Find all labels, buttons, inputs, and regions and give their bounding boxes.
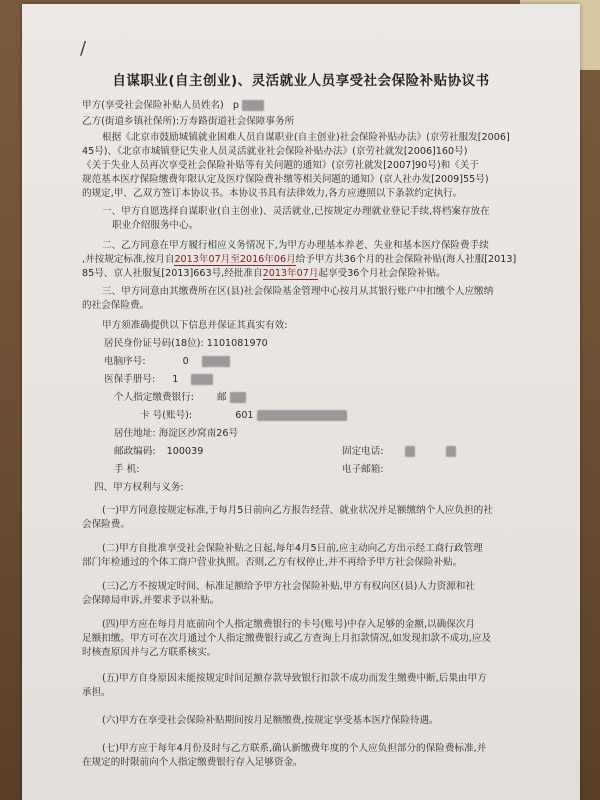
computer-number-label: 电脑序号: [104,356,146,367]
party-a-label: 甲方(享受社会保险补贴人员姓名) [82,100,224,111]
card-number-field [140,409,347,423]
bank-label: 个人指定缴费银行: [114,392,194,403]
bank-redacted [230,392,246,403]
document-title: 自谋职业(自主创业)、灵活就业人员享受社会保险补贴协议书 [112,73,490,89]
agreement-document [22,4,580,800]
intro-line: 规范基本医疗保险缴费年限认定及医疗保险费补缴等相关问题的通知》(京人社办发[2009]55号) [82,174,489,185]
clause-4-4-line: (四)甲方应在每月月底前向个人指定缴费银行的卡号(账号)中存入足够的金额,以确保次月 [102,619,475,630]
clause-4-1-line: 会保险费。 [82,519,130,530]
clause-4-5-line: 承担。 [82,687,111,698]
medical-handbook-field [104,373,213,387]
id-number-field [104,337,268,351]
section-4-heading: 四、甲方权利与义务: [94,482,184,493]
zip-code-value: 100039 [166,446,204,457]
medical-handbook-value: 1 [172,374,179,385]
landline-redacted [405,446,415,457]
bank-value: 邮 [217,392,227,403]
info-intro: 甲方须准确提供以下信息并保证其真实有效: [102,320,288,331]
clause-2-line: 二、乙方同意在甲方履行相应义务情况下,为甲方办理基本养老、失业和基本医疗保险费手续 [102,240,489,251]
landline-field [342,445,456,459]
subsidy-period: 2013年07月至2016年06月 [174,254,296,265]
zip-code-field [114,445,203,459]
medical-handbook-redacted [191,374,213,385]
clause-1-line: 一、甲方自愿选择自谋职业(自主创业)、灵活就业,已按规定办理就业登记手续,将档案存放在 [102,206,490,217]
intro-line: 《关于失业人员再次享受社会保险补贴等有关问题的通知》(京劳社就发[2007]90号)和《关于 [82,160,479,171]
id-number-value: 1101081970 [206,338,268,349]
clause-4-4-line: 足额扣缴。甲方可在次月通过个人指定缴费银行或乙方查询上月扣款情况,如发现扣款不成功,应及 [82,633,492,644]
zip-code-label: 邮政编码: [114,446,156,457]
handwritten-mark: / [80,38,87,59]
clause-2-text: 85号、京人社服复[2013]663号,经批准自 [82,268,263,279]
clause-4-5-line: (五)甲方自身原因未能按规定时间足额存款导致银行扣款不成功而发生缴费中断,后果由甲方 [102,673,487,684]
card-number-value: 601 [235,410,254,421]
clause-4-7-line: (七)甲方应于每年4月份及时与乙方联系,确认新缴费年度的个人应负担部分的保险费标准,并 [102,743,487,754]
intro-line: 的规定,甲、乙双方签订本协议书。本协议书具有法律效力,各方应遵照以下条款约定执行。 [82,188,463,199]
clause-2-line [82,253,516,267]
party-a-name-mark: p [232,100,239,111]
computer-number-value: 0 [182,356,189,367]
clause-4-3-line: 会保障局申诉,并要求予以补贴。 [82,595,220,606]
clause-4-4-line: 时核查原因并与乙方联系核实。 [82,647,217,658]
clause-4-2-line: 部门年检通过的个体工商户营业执照。否则,乙方有权停止,并不再给予甲方社会保险补贴。 [82,557,463,568]
landline-label: 固定电话: [342,446,384,457]
clause-4-1-line: (一)甲方同意按规定标准,于每月5日前向乙方报告经营、就业状况并足额缴纳个人应负担的社 [102,505,493,516]
intro-line: 45号)、《北京市城镇登记失业人员灵活就业社会保险补贴办法》(京劳社就发[2006]160号) [82,146,468,157]
bank-field [114,391,246,405]
party-b-line: 乙方(街道乡镇社保所):万寿路街道社会保障事务所 [82,116,295,127]
address-value: 海淀区沙窝南26号 [158,428,239,439]
clause-4-3-line: (三)乙方不按规定时间、标准足额给予甲方社会保险补贴,甲方有权向区(县)人力资源和社 [102,581,475,592]
clause-2-text: 起享受36个月社会保险补贴。 [318,268,446,279]
email-field [342,463,384,477]
clause-3-line: 的社会保险费。 [82,300,150,311]
email-label: 电子邮箱: [342,464,384,475]
clause-4-7-line: 在规定的时限前向个人指定缴费银行存入足够资金。 [82,757,303,768]
clause-2-text: 给予甲方共36个月的社会保险补贴(海人社服[2013] [295,254,517,265]
landline-redacted [446,446,456,457]
mobile-field [114,463,139,477]
clause-2-line [82,267,446,281]
clause-2-text: ,并按规定标准,按月自 [82,254,175,265]
mobile-label: 手 机: [114,464,140,475]
party-a-name-redacted [242,100,264,111]
approval-date: 2013年07月 [262,268,319,279]
address-label: 居住地址: [114,428,156,439]
clause-1-line: 职业介绍服务中心。 [112,220,199,231]
computer-number-field [104,355,230,369]
card-number-redacted [257,410,347,421]
medical-handbook-label: 医保手册号: [104,374,156,385]
id-number-label: 居民身份证号码(18位): [104,338,204,349]
computer-number-redacted [202,356,230,367]
clause-4-2-line: (二)甲方自批准享受社会保险补贴之日起,每年4月5日前,应主动向乙方出示经工商行政管理 [102,543,483,554]
clause-3-line: 三、甲方同意由其缴费所在区(县)社会保险基金管理中心按月从其银行账户中扣缴个人应缴纳 [102,286,494,297]
address-field [114,427,238,441]
party-a-line [82,99,264,113]
card-number-label: 卡 号(账号): [140,410,193,421]
intro-line: 根据《北京市鼓励城镇就业困难人员自谋职业(自主创业)社会保险补贴办法》(京劳社服发[2006] [102,132,510,143]
clause-4-6-line: (六)甲方在享受社会保险补贴期间按月足额缴费,按规定享受基本医疗保险待遇。 [102,715,439,726]
